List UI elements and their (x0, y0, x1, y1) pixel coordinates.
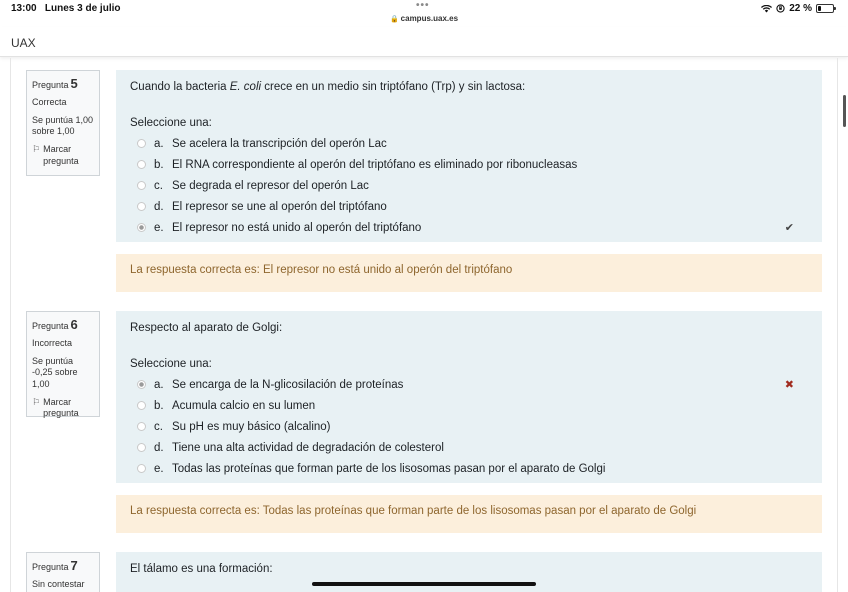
lock-icon: 🔒 (389, 16, 399, 23)
correct-check-icon: ✔ (784, 222, 794, 234)
question-formulation-5 (116, 70, 822, 242)
answer-radio[interactable] (137, 464, 146, 473)
answer-radio[interactable] (137, 181, 146, 190)
battery-percent: 22 % (789, 3, 812, 14)
question-number: Pregunta 7 (32, 558, 78, 573)
question-info-7 (26, 552, 100, 592)
status-indicators (761, 3, 834, 14)
question-info-5 (26, 70, 100, 176)
answer-radio[interactable] (137, 443, 146, 452)
question-state: Incorrecta (32, 337, 73, 348)
correct-answer-feedback-6: La respuesta correcta es: Todas las proteínas que forman parte de los lisosomas pasan por el aparato de Golgi (116, 495, 822, 533)
question-text: Respecto al aparato de Golgi: (130, 322, 283, 334)
answer-radio[interactable] (137, 202, 146, 211)
answer-radio[interactable] (137, 139, 146, 148)
incorrect-x-icon: ✖ (784, 379, 794, 391)
question-state: Correcta (32, 96, 67, 107)
answer-radio[interactable] (137, 160, 146, 169)
page-frame-right (837, 58, 838, 592)
question-formulation-6 (116, 311, 822, 483)
answer-option[interactable]: c. Su pH es muy básico (alcalino) (130, 416, 808, 437)
battery-icon (816, 4, 834, 13)
flag-label: Marcar pregunta (43, 396, 79, 419)
answer-option[interactable]: e. Todas las proteínas que forman parte de los lisosomas pasan por el aparato de Golgi (130, 458, 808, 479)
scrollbar-thumb[interactable] (843, 95, 846, 127)
multitask-dots[interactable]: ••• (416, 0, 430, 11)
battery-fill (818, 6, 821, 11)
top-navbar (0, 27, 848, 57)
answer-option[interactable]: b. El RNA correspondiente al operón del triptófano es eliminado por ribonucleasas (130, 154, 808, 175)
wifi-icon (761, 5, 772, 13)
home-indicator[interactable] (312, 582, 536, 586)
url-bar[interactable] (0, 14, 848, 26)
url-text: campus.uax.es (400, 14, 459, 23)
answer-option-selected[interactable]: e. El represor no está unido al operón del triptófano ✔ (130, 217, 808, 238)
site-brand[interactable]: UAX (11, 36, 36, 50)
question-formulation-7 (116, 552, 822, 592)
answer-option[interactable]: d. El represor se une al operón del triptófano (130, 196, 808, 217)
answer-radio-checked[interactable] (137, 223, 146, 232)
answer-option[interactable]: d. Tiene una alta actividad de degradación de colesterol (130, 437, 808, 458)
question-grade: Se puntúa -0,25 sobre 1,00 (32, 355, 78, 389)
flag-question-link[interactable] (32, 397, 95, 420)
question-number: Pregunta 5 (32, 76, 78, 91)
answer-radio[interactable] (137, 401, 146, 410)
flag-icon: ⚐ (32, 143, 41, 154)
question-info-6 (26, 311, 100, 417)
status-time: 13:00 Lunes 3 de julio (11, 3, 121, 14)
page-frame-left (10, 58, 11, 592)
answer-radio[interactable] (137, 422, 146, 431)
orientation-lock-icon (776, 4, 785, 13)
answer-option[interactable]: b. Acumula calcio en su lumen (130, 395, 808, 416)
answer-option-selected[interactable]: a. Se encarga de la N-glicosilación de proteínas ✖ (130, 374, 808, 395)
question-number: Pregunta 6 (32, 317, 78, 332)
correct-answer-feedback-5: La respuesta correcta es: El represor no está unido al operón del triptófano (116, 254, 822, 292)
answer-prompt: Seleccione una: (130, 117, 212, 129)
flag-icon: ⚐ (32, 396, 41, 407)
flag-question-link[interactable] (32, 144, 95, 167)
question-grade: Se puntúa 1,00 sobre 1,00 (32, 114, 94, 137)
question-text: Cuando la bacteria E. coli crece en un medio sin triptófano (Trp) y sin lactosa: (130, 81, 526, 93)
question-text: El tálamo es una formación: (130, 563, 273, 575)
question-state: Sin contestar (32, 578, 85, 589)
answer-option[interactable]: a. Se acelera la transcripción del operón Lac (130, 133, 808, 154)
flag-label: Marcar pregunta (43, 143, 79, 166)
answer-option[interactable]: c. Se degrada el represor del operón Lac (130, 175, 808, 196)
answer-radio-checked[interactable] (137, 380, 146, 389)
answer-prompt: Seleccione una: (130, 358, 212, 370)
